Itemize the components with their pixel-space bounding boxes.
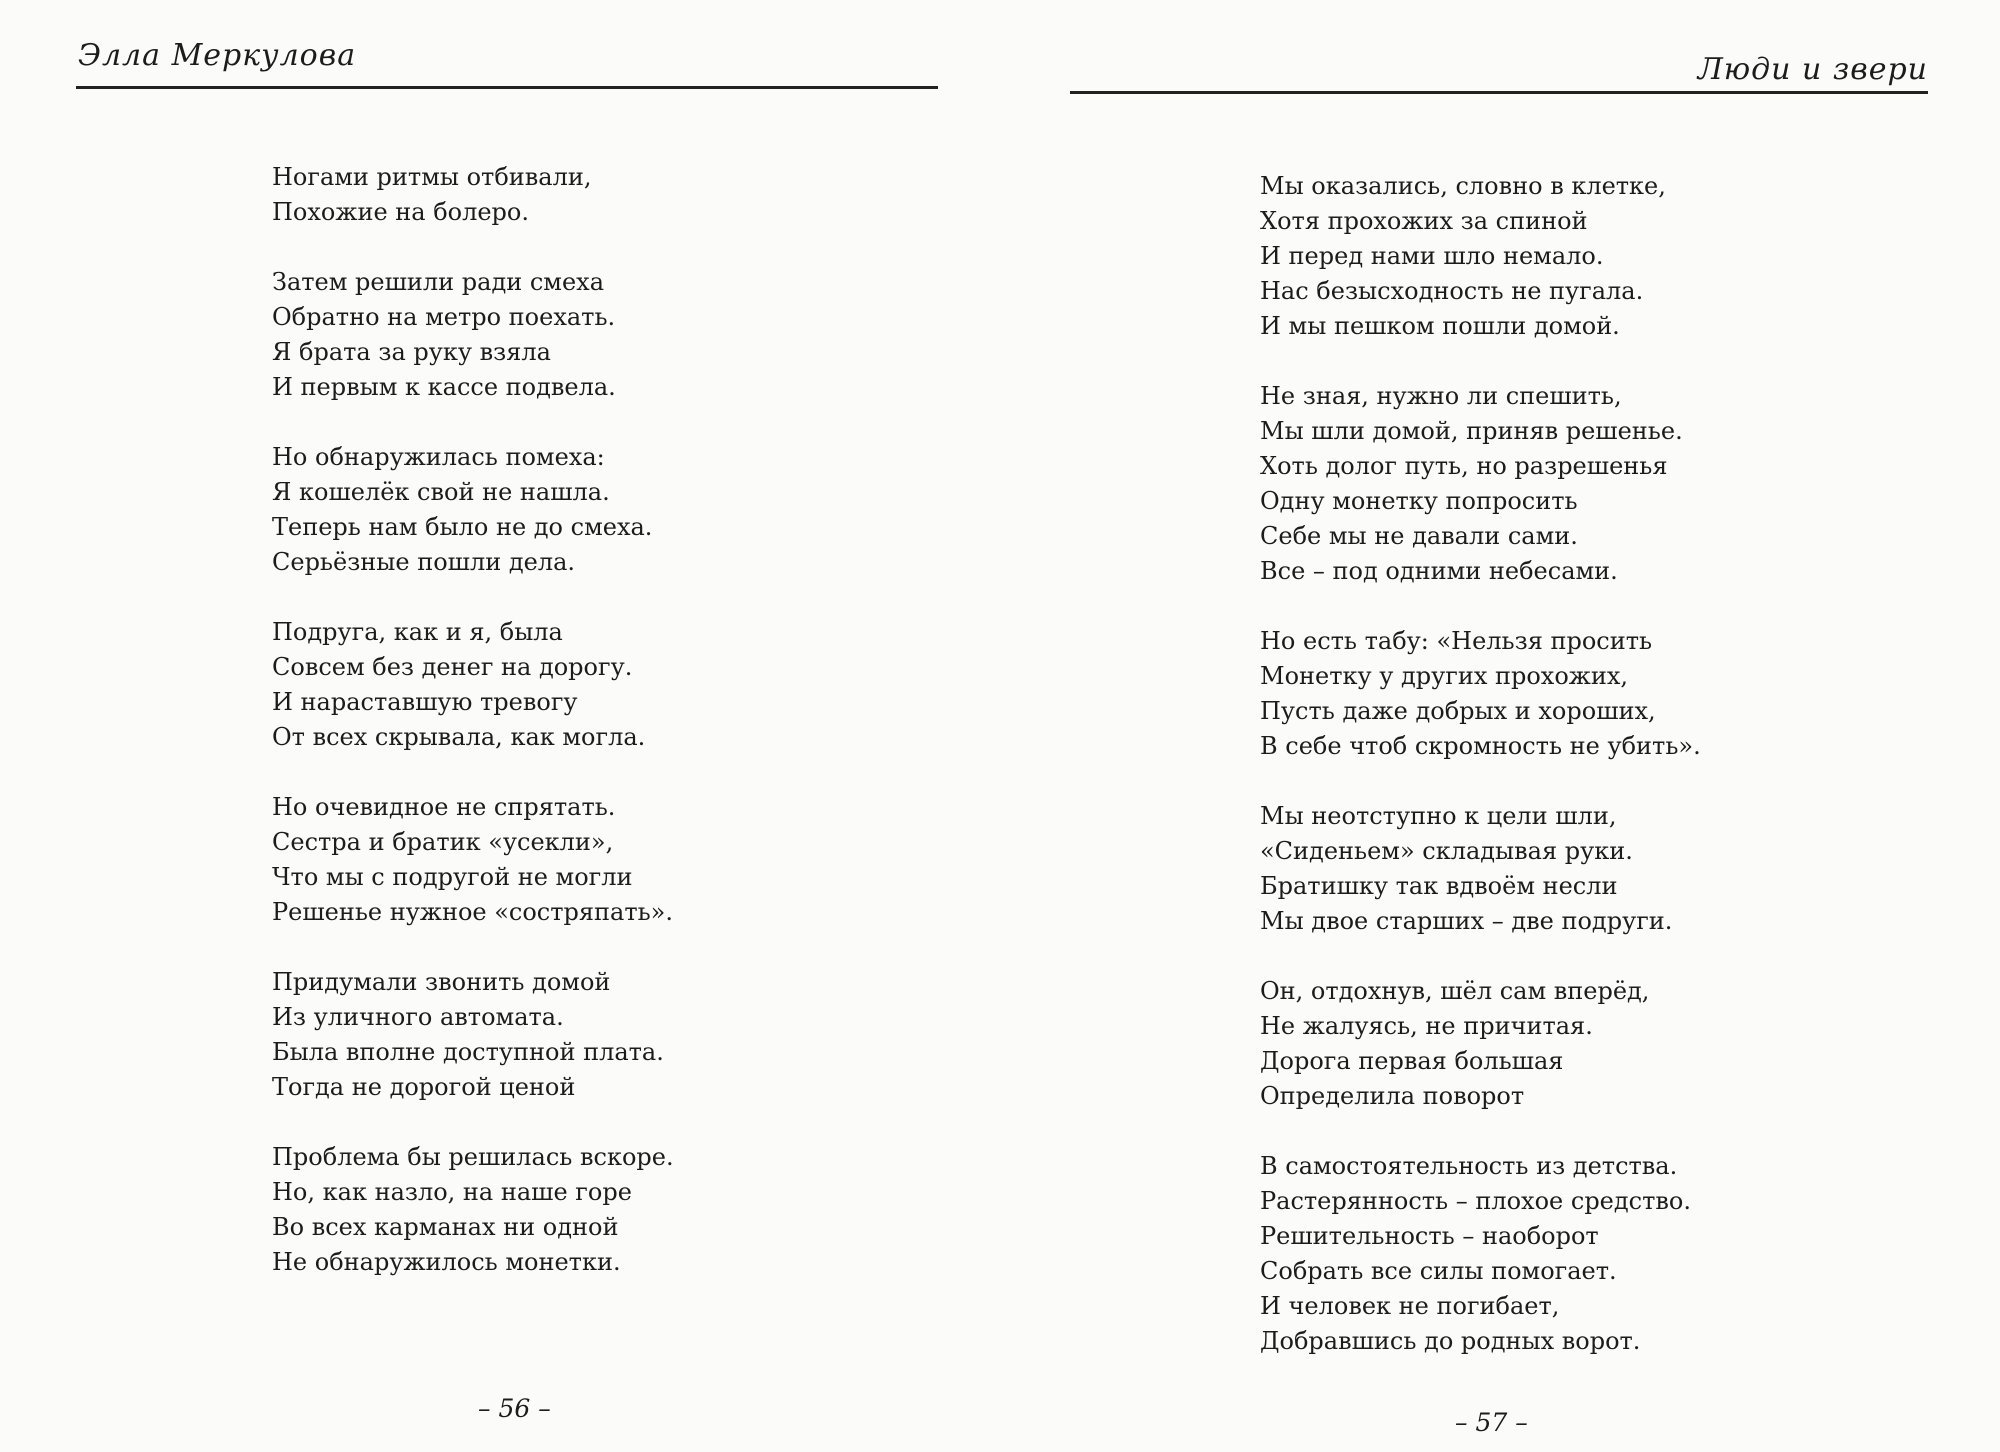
poem-line: Во всех карманах ни одной [272, 1213, 619, 1241]
poem-line: Что мы с подругой не могли [272, 863, 633, 891]
poem-line: И перед нами шло немало. [1260, 242, 1604, 270]
poem-line: Мы неотступно к цели шли, [1260, 802, 1617, 830]
poem-line: Я кошелёк свой не нашла. [272, 478, 610, 506]
poem-line: Проблема бы решилась вскоре. [272, 1143, 674, 1171]
poem-line: Подруга, как и я, была [272, 618, 563, 646]
poem-line: «Сиденьем» складывая руки. [1260, 837, 1633, 865]
stanza [272, 965, 674, 1105]
poem-line: Себе мы не давали сами. [1260, 522, 1578, 550]
poem-line: Братишку так вдвоём несли [1260, 872, 1618, 900]
stanza [272, 615, 674, 755]
poem-line: Не обнаружилось монетки. [272, 1248, 621, 1276]
poem-text [1260, 169, 1701, 1359]
poem-line: Хоть долог путь, но разрешенья [1260, 452, 1668, 480]
poem-line: И человек не погибает, [1260, 1292, 1560, 1320]
poem-line: Нас безысходность не пугала. [1260, 277, 1644, 305]
poem-line: И нараставшую тревогу [272, 688, 578, 716]
running-head-title: Люди и звери [1697, 52, 1928, 87]
right-page [1000, 0, 2000, 1452]
poem-line: Тогда не дорогой ценой [272, 1073, 576, 1101]
poem-line: Затем решили ради смеха [272, 268, 605, 296]
poem-line: В себе чтоб скромность не убить». [1260, 732, 1701, 760]
stanza [1260, 624, 1701, 764]
poem-line: Сестра и братик «усекли», [272, 828, 614, 856]
poem-line: Мы двое старших – две подруги. [1260, 907, 1673, 935]
poem-line: Хотя прохожих за спиной [1260, 207, 1588, 235]
poem-line: Все – под одними небесами. [1260, 557, 1618, 585]
poem-line: Придумали звонить домой [272, 968, 611, 996]
poem-line: Была вполне доступной плата. [272, 1038, 664, 1066]
poem-line: Но, как назло, на наше горе [272, 1178, 632, 1206]
poem-line: Но обнаружилась помеха: [272, 443, 605, 471]
poem-line: И первым к кассе подвела. [272, 373, 616, 401]
poem-line: Одну монетку попросить [1260, 487, 1578, 515]
poem-line: Теперь нам было не до смеха. [272, 513, 653, 541]
poem-line: Дорога первая большая [1260, 1047, 1564, 1075]
poem-line: Не зная, нужно ли спешить, [1260, 382, 1622, 410]
stanza [272, 440, 674, 580]
stanza [1260, 799, 1701, 939]
poem-line: Обратно на метро поехать. [272, 303, 616, 331]
poem-line: Решенье нужное «состряпать». [272, 898, 673, 926]
poem-line: Из уличного автомата. [272, 1003, 564, 1031]
poem-line: Он, отдохнув, шёл сам вперёд, [1260, 977, 1650, 1005]
poem-line: Добравшись до родных ворот. [1260, 1327, 1641, 1355]
poem-line: Серьёзные пошли дела. [272, 548, 576, 576]
poem-line: Но есть табу: «Нельзя просить [1260, 627, 1653, 655]
poem-line: Растерянность – плохое средство. [1260, 1187, 1691, 1215]
poem-line: Ногами ритмы отбивали, [272, 163, 592, 191]
stanza [1260, 1149, 1701, 1359]
poem-line: Мы шли домой, приняв решенье. [1260, 417, 1683, 445]
poem-line: Мы оказались, словно в клетке, [1260, 172, 1666, 200]
poem-line: И мы пешком пошли домой. [1260, 312, 1620, 340]
poem-line: Определила поворот [1260, 1082, 1525, 1110]
poem-line: Решительность – наоборот [1260, 1222, 1599, 1250]
stanza [272, 790, 674, 930]
stanza [1260, 379, 1701, 589]
poem-line: Но очевидное не спрятать. [272, 793, 616, 821]
stanza [1260, 974, 1701, 1114]
poem-line: Похожие на болеро. [272, 198, 529, 226]
running-head-author: Элла Меркулова [78, 38, 357, 73]
header-rule [76, 86, 938, 89]
poem-line: Не жалуясь, не причитая. [1260, 1012, 1593, 1040]
stanza [272, 1140, 674, 1280]
poem-line: Я брата за руку взяла [272, 338, 551, 366]
poem-line: Пусть даже добрых и хороших, [1260, 697, 1656, 725]
poem-line: В самостоятельность из детства. [1260, 1152, 1678, 1180]
stanza [272, 265, 674, 405]
poem-text [272, 160, 674, 1280]
stanza [272, 160, 674, 230]
poem-line: Совсем без денег на дорогу. [272, 653, 633, 681]
stanza [1260, 169, 1701, 344]
poem-line: От всех скрывала, как могла. [272, 723, 646, 751]
header-rule [1070, 91, 1928, 94]
page-number: – 57 – [1455, 1408, 1528, 1437]
poem-line: Собрать все силы помогает. [1260, 1257, 1617, 1285]
poem-line: Монетку у других прохожих, [1260, 662, 1629, 690]
page-number: – 56 – [478, 1394, 551, 1423]
